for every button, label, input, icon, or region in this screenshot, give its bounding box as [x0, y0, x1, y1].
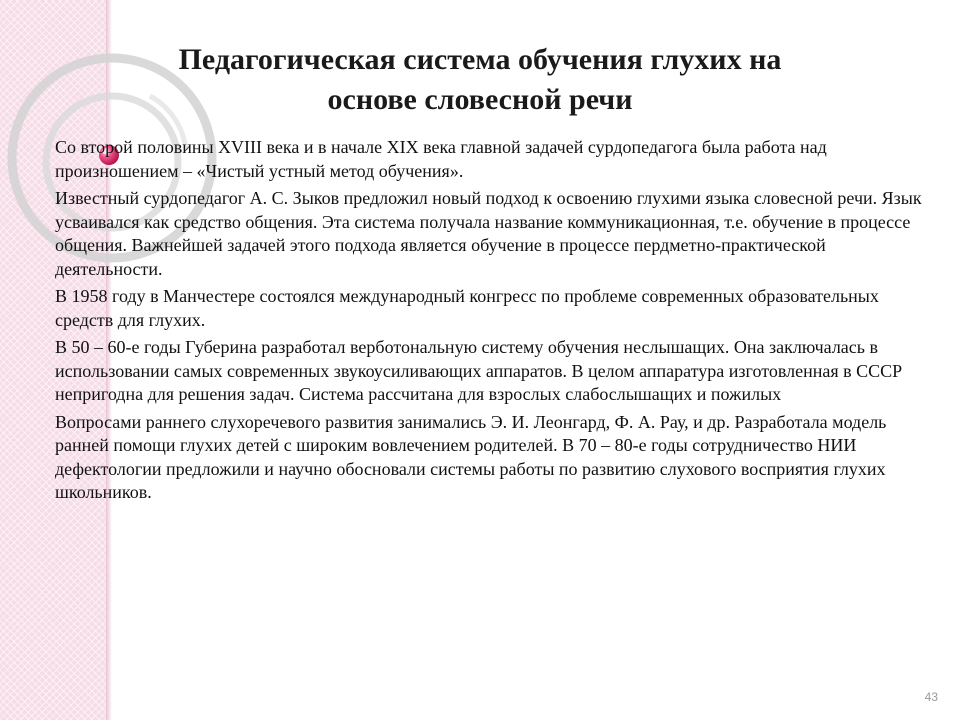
paragraph-4: В 50 – 60-е годы Губерина разработал верботональную систему обучения неслышащих. Она заключалась в использовании самых современных звукоусиливающих аппаратов. В целом аппаратура изготовленная в СССР непригодна для решения задач. Система рассчитана для взрослых слабослышащих и пожилых [55, 337, 903, 404]
page-number: 43 [924, 690, 938, 704]
title-line-2: основе словесной речи [327, 83, 633, 116]
paragraph-5: Вопросами раннего слухоречевого развития занимались Э. И. Леонгард, Ф. А. Рау, и др. Разработала модель ранней помощи глухих детей с широким вовлечением родителей. В 70 – 80-е годы сотрудничество НИИ дефектологии предложили и научно обосновали системы работы по развитию слухового восприятия глухих школьников. [55, 411, 887, 502]
slide-body [55, 136, 935, 509]
slide-title [100, 40, 860, 120]
title-line-1: Педагогическая система обучения глухих на [178, 43, 782, 76]
paragraph-3: В 1958 году в Манчестере состоялся международный конгресс по проблеме современных образовательных средств для глухих. [55, 286, 879, 330]
paragraph-1: Со второй половины XVIII века и в начале XIX века главной задачей сурдопедагога была работа над произношением – «Чистый устный метод обучения». [55, 137, 827, 181]
paragraph-2: Известный сурдопедагог А. С. Зыков предложил новый подход к освоению глухими языка словесной речи. Язык усваивался как средство общения. Эта система получала название коммуникационная, т.е. обучение в процессе общения. Важнейшей задачей этого подхода является обучение в процессе пердметно-практической деятельности. [55, 188, 922, 279]
